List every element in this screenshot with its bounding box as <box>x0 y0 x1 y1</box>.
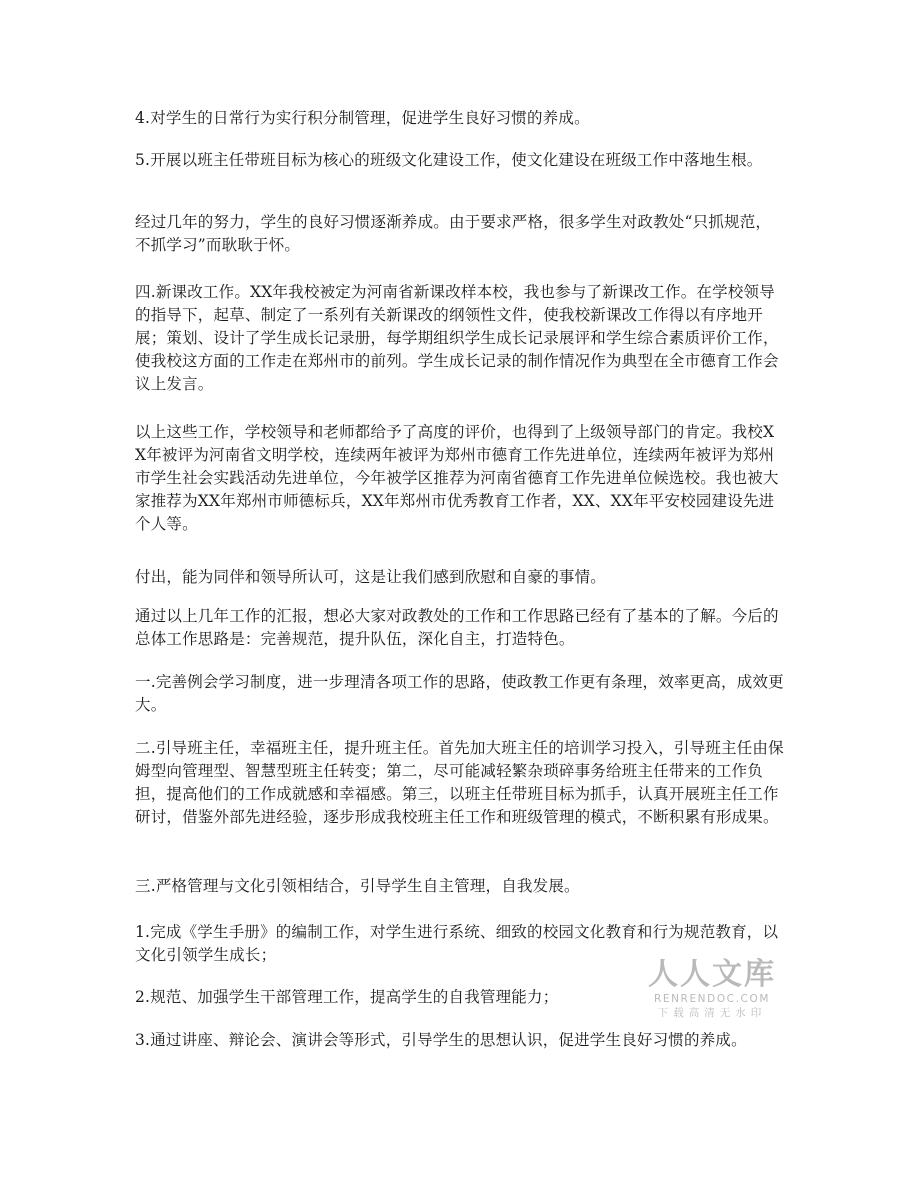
paragraph-plan-two: 二.引导班主任，幸福班主任，提升班主任。首先加大班主任的培训学习投入，引导班主任由保姆型向管理型、智慧型班主任转变；第二，尽可能减轻繁杂琐碎事务给班主任带来的工作负担，提高他们的工作成就感和幸福感。第三，以班主任带班目标为抓手，认真开展班主任工作研讨，借鉴外部先进经验，逐步形成我校班主任工作和班级管理的模式，不断积累有形成果。 <box>135 739 784 826</box>
watermark-title: 人人文库 <box>648 957 776 992</box>
paragraph-recognition: 付出，能为同伴和领导所认可，这是让我们感到欣慰和自豪的事情。 <box>135 568 607 586</box>
paragraph-sub-item-3: 3.通过讲座、辩论会、演讲会等形式，引导学生的思想认识，促进学生良好习惯的养成。 <box>135 1031 747 1049</box>
paragraph-item-5: 5.开展以班主任带班目标为核心的班级文化建设工作，使文化建设在班级工作中落地生根。 <box>135 151 763 169</box>
paragraph-sub-item-2: 2.规范、加强学生干部管理工作，提高学生的自我管理能力； <box>135 988 559 1006</box>
watermark-subtitle: 下载高清无水印 <box>657 1007 767 1019</box>
paragraph-item-4: 4.对学生的日常行为实行积分制管理，促进学生良好习惯的养成。 <box>135 109 590 127</box>
paragraph-plan-one: 一.完善例会学习制度，进一步理清各项工作的思路，使政教工作更有条理，效率更高，成效更大。 <box>135 673 784 714</box>
watermark-domain: RENRENDOC.COM <box>653 993 771 1005</box>
watermark <box>632 958 792 1020</box>
paragraph-overall-plan: 通过以上几年工作的汇报，想必大家对政教处的工作和工作思路已经有了基本的了解。今后的总体工作思路是：完善规范，提升队伍，深化自主，打造特色。 <box>135 607 779 648</box>
paragraph-effort-summary: 经过几年的努力，学生的良好习惯逐渐养成。由于要求严格，很多学生对政教处“只抓规范，不抓学习”而耿耿于怀。 <box>135 213 772 254</box>
paragraph-honors: 以上这些工作，学校领导和老师都给予了高度的评价，也得到了上级领导部门的肯定。我校XX年被评为河南省文明学校，连续两年被评为郑州市德育工作先进单位，连续两年被评为郑州市学生社会实践活动先进单位，今年被学区推荐为河南省德育工作先进单位候选校。我也被大家推荐为XX年郑州市师德标兵，XX年郑州市优秀教育工作者，XX、XX年平安校园建设先进个人等。 <box>135 423 779 533</box>
paragraph-plan-three: 三.严格管理与文化引领相结合，引导学生自主管理，自我发展。 <box>135 877 580 895</box>
paragraph-sub-item-1: 1.完成《学生手册》的编制工作，对学生进行系统、细致的校园文化教育和行为规范教育，以文化引领学生成长； <box>135 923 779 964</box>
paragraph-curriculum-reform: 四.新课改工作。XX年我校被定为河南省新课改样本校，我也参与了新课改工作。在学校领导的指导下，起草、制定了一系列有关新课改的纲领性文件，使我校新课改工作得以有序地开展；策划、设计了学生成长记录册，每学期组织学生成长记录展评和学生综合素质评价工作，使我校这方面的工作走在郑州市的前列。学生成长记录的制作情况作为典型在全市德育工作会议上发言。 <box>135 283 779 393</box>
